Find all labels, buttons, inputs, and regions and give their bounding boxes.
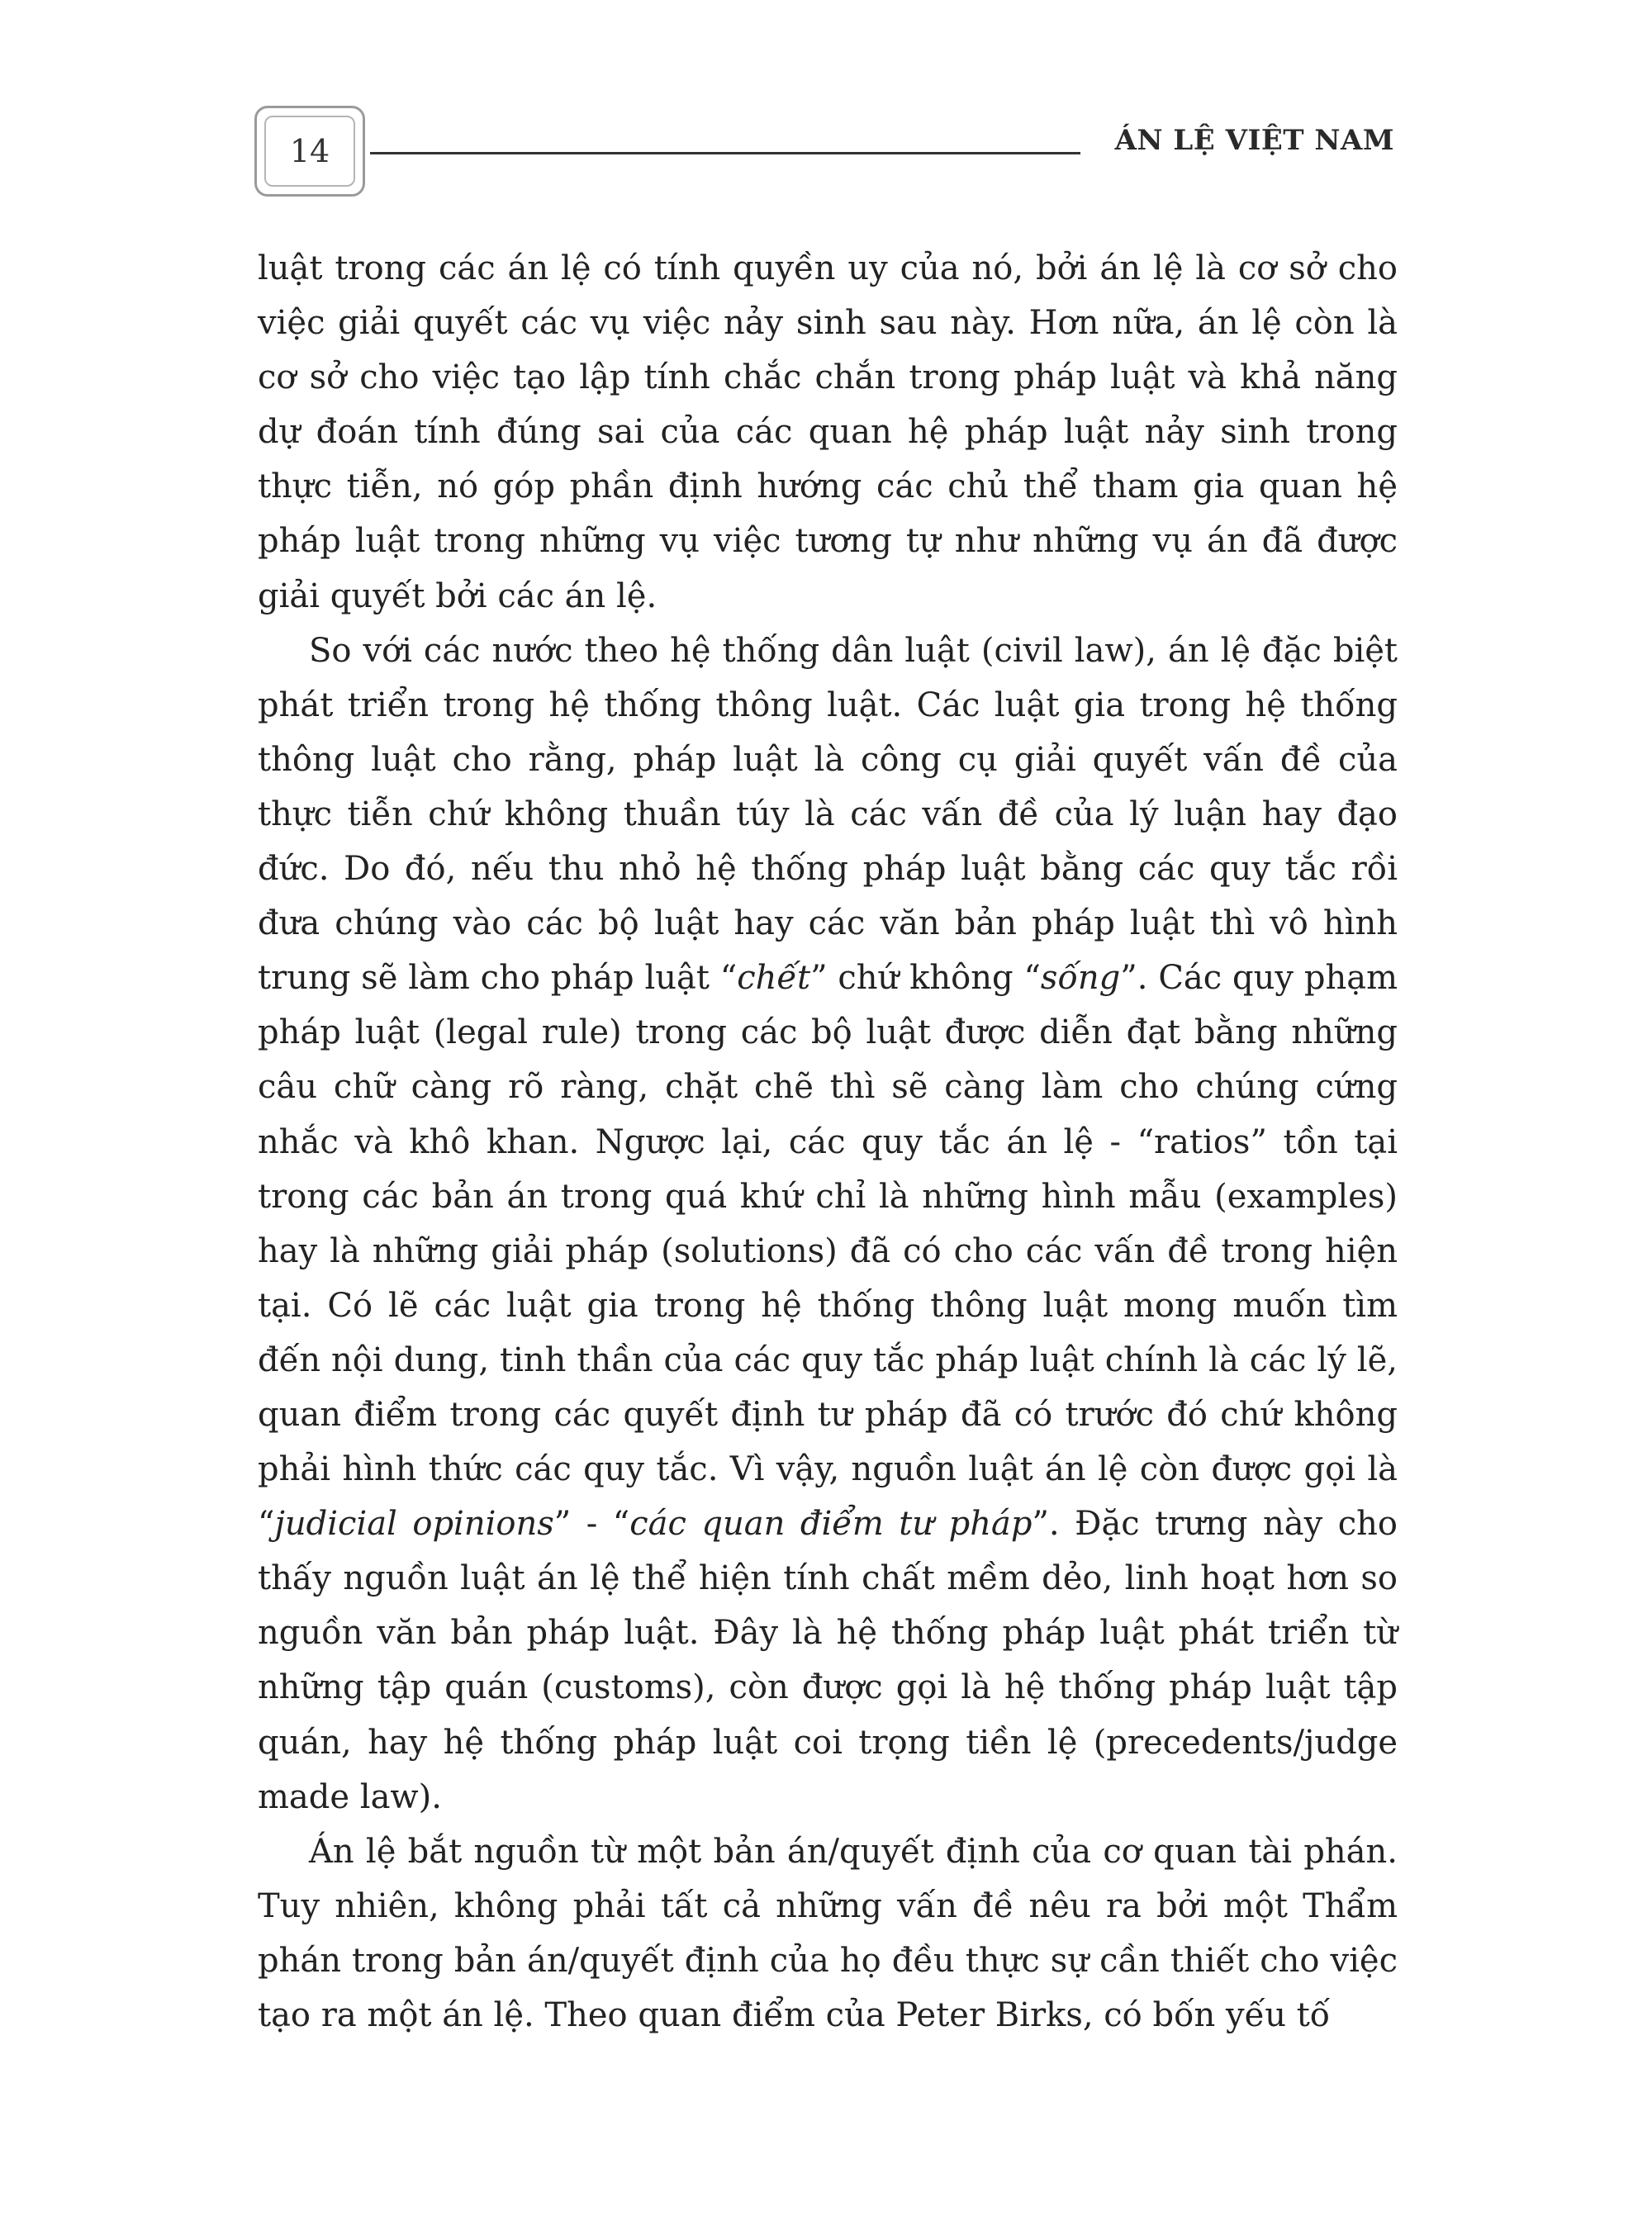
paragraph-2-part-3: ”. Các quy phạm pháp luật (legal rule) trong các bộ luật được diễn đạt bằng những câu chữ càng rõ ràng, chặt chẽ thì sẽ càng làm cho chúng cứng nhắc và khô khan. Ngược lại, các quy tắc án lệ - “ratios” tồn tại trong các bản án trong quá khứ chỉ là những hình mẫu (examples) hay là những giải pháp (solutions) đã có cho các vấn đề trong hiện tại. Có lẽ các luật gia trong hệ thống thông luật mong muốn tìm đến nội dung, tinh thần của các quy tắc pháp luật chính là các lý lẽ, quan điểm trong các quyết định tư pháp đã có trước đó chứ không phải hình thức các quy tắc. Vì vậy, nguồn luật án lệ còn được gọi là “ <box>258 959 1398 1544</box>
body-text <box>258 241 1398 2043</box>
paragraph-2-italic-2: sống <box>1040 959 1121 998</box>
paragraph-2-part-5: ”. Đặc trưng này cho thấy nguồn luật án lệ thể hiện tính chất mềm dẻo, linh hoạt hơn so nguồn văn bản pháp luật. Đây là hệ thống pháp luật phát triển từ những tập quán (customs), còn được gọi là hệ thống pháp luật tập quán, hay hệ thống pháp luật coi trọng tiền lệ (precedents/judge made law). <box>258 1505 1398 1816</box>
paragraph-2-part-2: ” chứ không “ <box>810 959 1041 998</box>
running-title: ÁN LỆ VIỆT NAM <box>1114 124 1394 157</box>
paragraph-2 <box>258 624 1398 1824</box>
paragraph-2-italic-1: chết <box>737 959 811 998</box>
page-number-box <box>254 106 365 197</box>
paragraph-1: luật trong các án lệ có tính quyền uy của nó, bởi án lệ là cơ sở cho việc giải quyết các vụ việc nảy sinh sau này. Hơn nữa, án lệ còn là cơ sở cho việc tạo lập tính chắc chắn trong pháp luật và khả năng dự đoán tính đúng sai của các quan hệ pháp luật nảy sinh trong thực tiễn, nó góp phần định hướng các chủ thể tham gia quan hệ pháp luật trong những vụ việc tương tự như những vụ án đã được giải quyết bởi các án lệ. <box>258 249 1398 615</box>
paragraph-2-part-1: So với các nước theo hệ thống dân luật (civil law), án lệ đặc biệt phát triển trong hệ thống thông luật. Các luật gia trong hệ thống thông luật cho rằng, pháp luật là công cụ giải quyết vấn đề của thực tiễn chứ không thuần túy là các vấn đề của lý luận hay đạo đức. Do đó, nếu thu nhỏ hệ thống pháp luật bằng các quy tắc rồi đưa chúng vào các bộ luật hay các văn bản pháp luật thì vô hình trung sẽ làm cho pháp luật “ <box>258 631 1398 998</box>
page-number: 14 <box>264 116 355 187</box>
paragraph-3: Án lệ bắt nguồn từ một bản án/quyết định của cơ quan tài phán. Tuy nhiên, không phải tất cả những vấn đề nêu ra bởi một Thẩm phán trong bản án/quyết định của họ đều thực sự cần thiết cho việc tạo ra một án lệ. Theo quan điểm của Peter Birks, có bốn yếu tố <box>258 1832 1398 2034</box>
paragraph-2-italic-4: các quan điểm tư pháp <box>629 1505 1032 1544</box>
paragraph-2-part-4: ” - “ <box>553 1505 630 1544</box>
paragraph-2-italic-3: judicial opinions <box>274 1505 554 1544</box>
header-rule <box>370 152 1080 154</box>
